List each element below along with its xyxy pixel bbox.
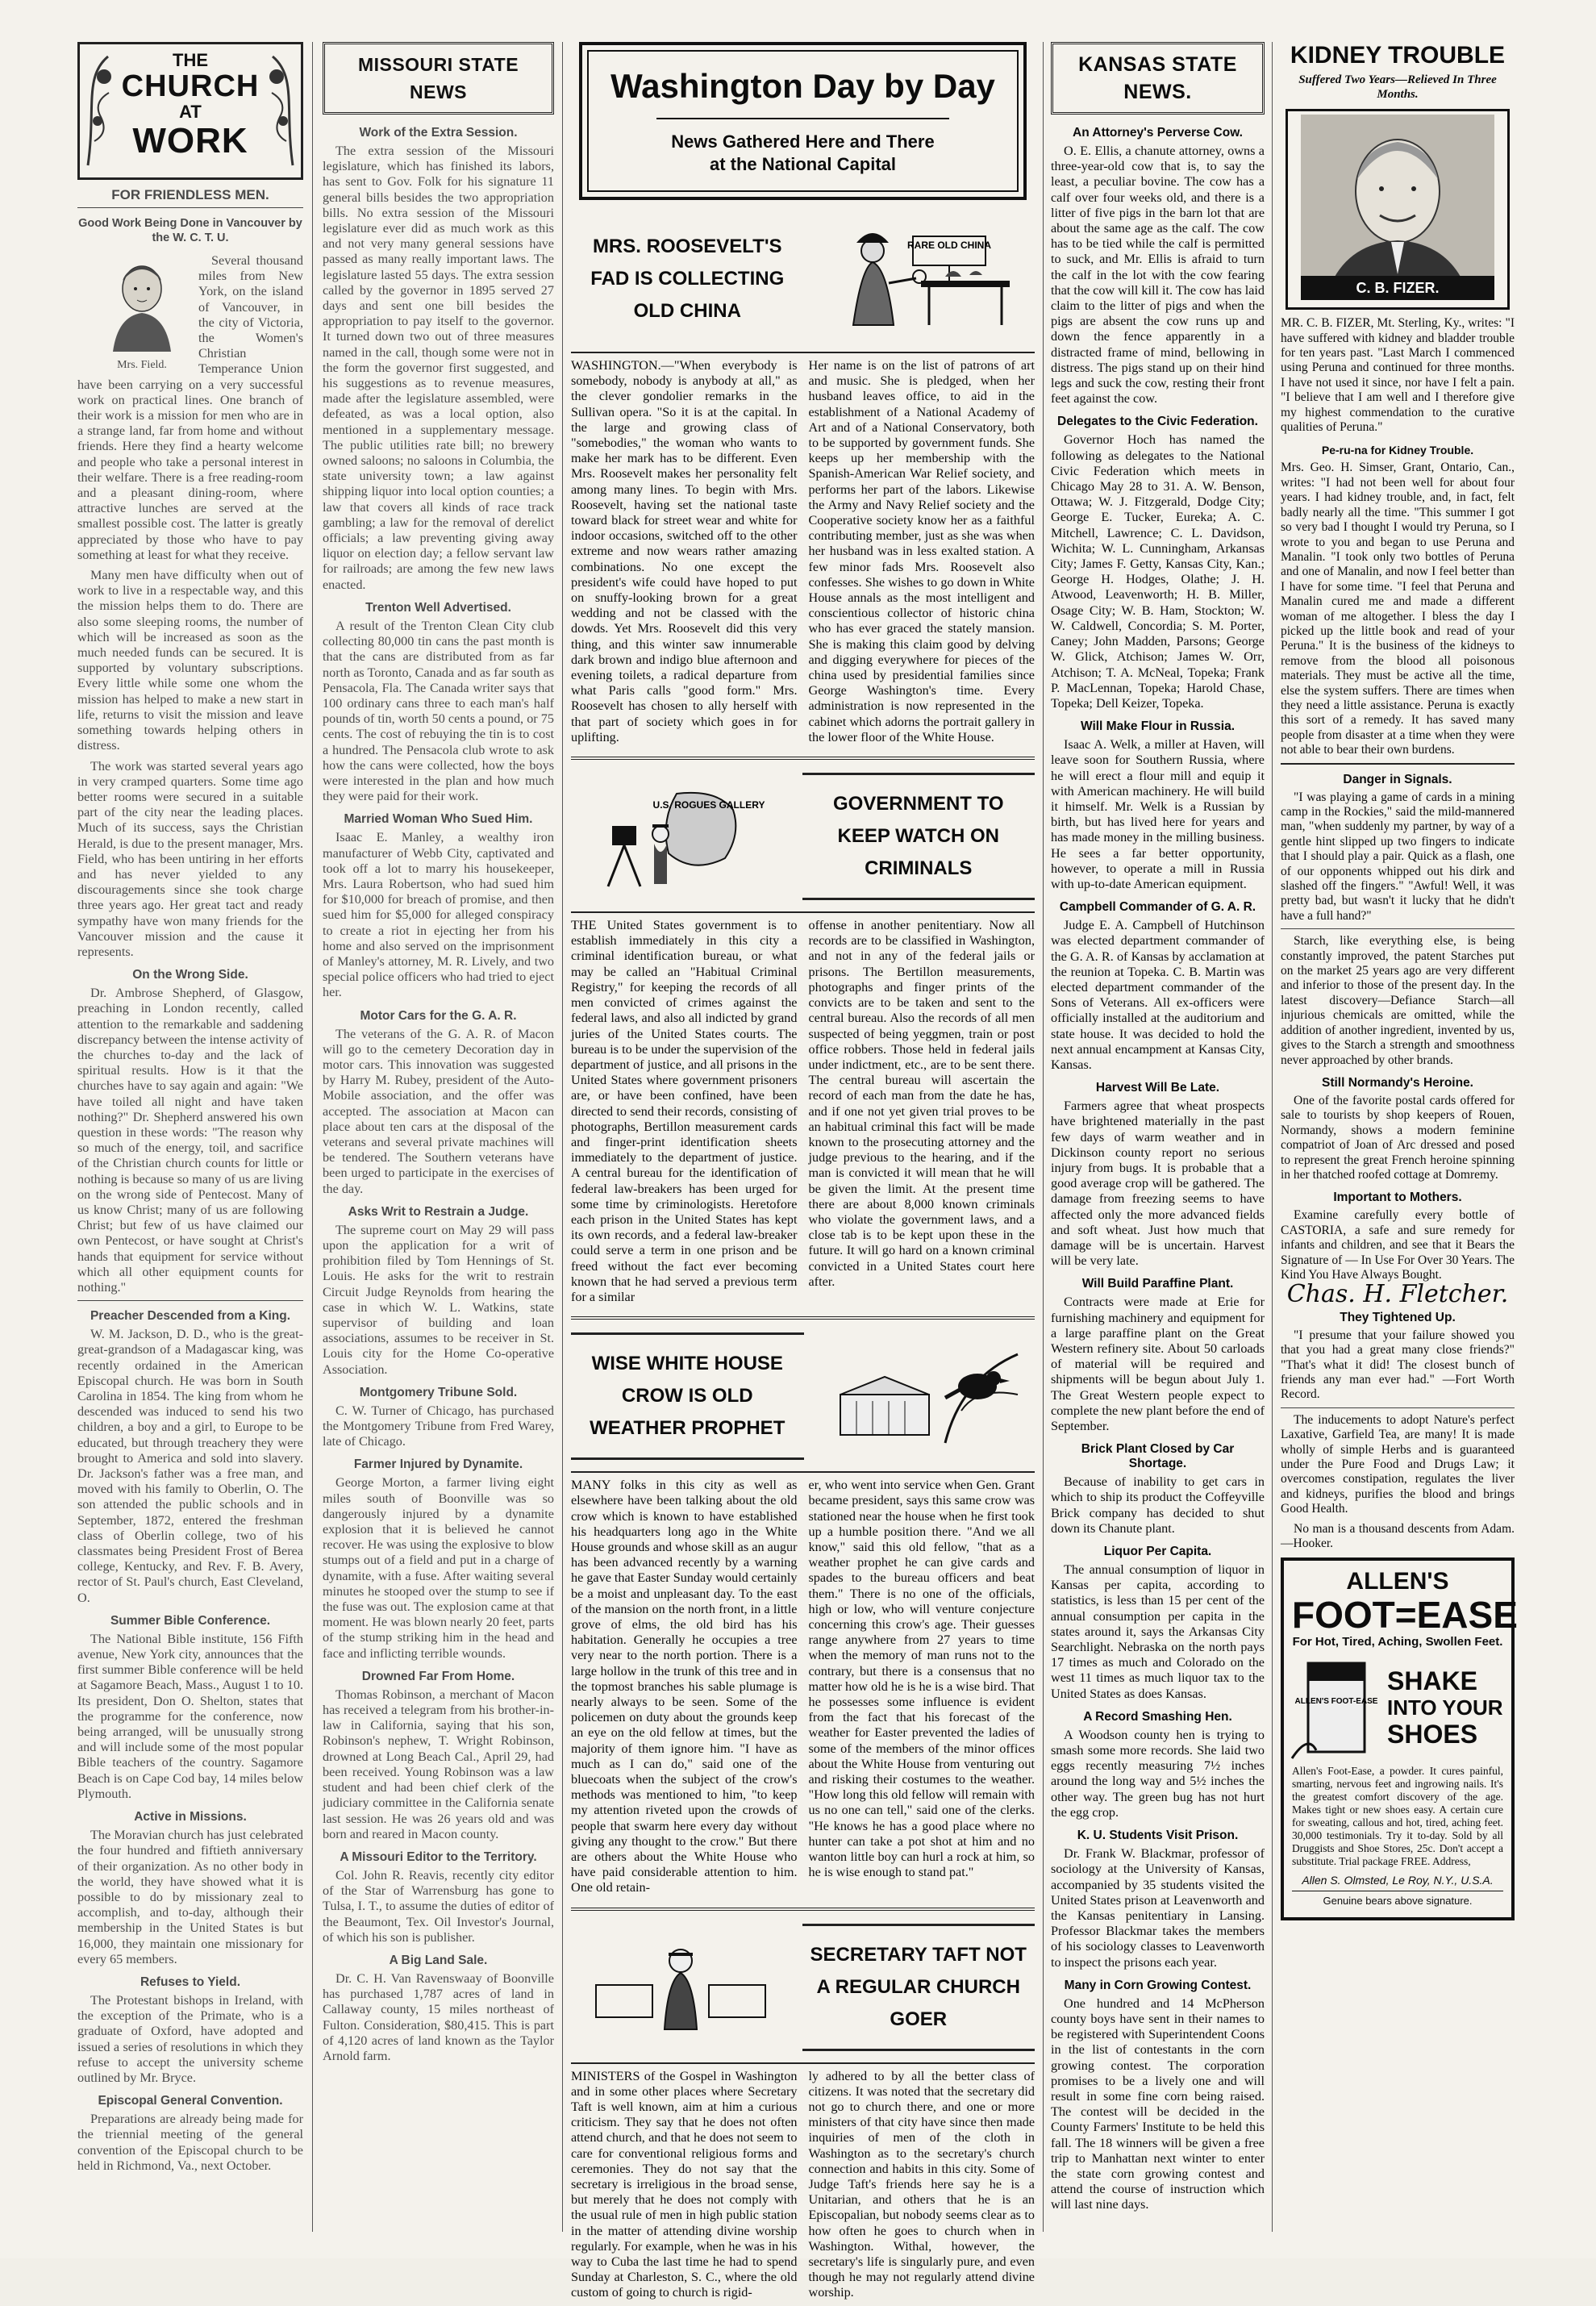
ad-title: FOOT=EASE bbox=[1292, 1594, 1518, 1637]
article-paragraph: MANY folks in this city as well as elsewhere have been talking about the old crow which is known to have established his headquarters long ago in the White House grounds and whose skill as an augur has been advanced recently by a warning he gave that Easter Sunday would certainly be a moist and unpleasant day. To the east of the mansion on the north front, in a little grove of elms, the old bird has his habitation. Generally he occupies a tree very near to the north portion. There is a large hollow in the trunk of this tree and in the topmost branches his sable plumage is nearly always to be seen. Some of the policemen on duty about the grounds keep an eye on the old fellow at times, but the majority of them ignore him. "I have as much as I can do," said one of the bluecoats when the subject of the crow's methods was mentioned to him, "to keep my attention riveted upon the crowds of people that swarm here every day without giving any thought to the crow." But there are others about the White House who have paid considerable attention to him. One old retain- bbox=[571, 1478, 798, 1895]
article-vancouver bbox=[77, 253, 303, 563]
article-paragraph: Many men have difficulty when out of work to live in a respectable way, and this the mission helps them to do. There are also some sleeping rooms, the number of which will be increased as soon as the much needed funds can be secured. It is supported by voluntary subscriptions. Every little while some one whom the mission has helped to make a new start in life, returns to visit the mission and leave something towards helping others in distress. bbox=[77, 568, 303, 753]
column-header: KANSAS STATE NEWS. bbox=[1051, 42, 1265, 115]
headline: SECRETARY TAFT NOT A REGULAR CHURCH GOER bbox=[802, 1924, 1036, 2051]
section-head: Many in Corn Growing Contest. bbox=[1064, 1978, 1252, 1992]
article-paragraph: "I presume that your failure showed you that you had a great many close friends?" "That's what it did! The closest bunch of friends any man ever had." —Fort Worth Record. bbox=[1281, 1328, 1515, 1402]
article-paragraph: The annual consumption of liquor in Kansas per capita, according to statistics, is less than 15 per cent of the annual consumption per capita in the states around it, says the Arkansas City Searchlight. Nebraska on the north pays 17 times as much and Colorado on the west 11 times as much liquor tax to the United States as does Kansas. bbox=[1051, 1562, 1265, 1701]
story-taft bbox=[571, 1917, 1035, 2306]
ad-headline: KIDNEY TROUBLE bbox=[1290, 42, 1506, 69]
section-head: Drowned Far From Home. bbox=[361, 1669, 515, 1683]
section-head: Will Make Flour in Russia. bbox=[1080, 719, 1236, 734]
deck: Good Work Being Done in Vancouver by the W. C. T. U. bbox=[78, 217, 302, 244]
ad-text: Mrs. Geo. H. Simser, Grant, Ontario, Can., writes: "I had not been well for about four years. I had kidney trouble, and, in fact, felt badly nearly all the time. "This summer I got so very bad I thought I would try Peruna, so I wrote to you and began to use Peruna and Manalin. "I took only two bottles of Peruna and one of Manalin, and now I feel better than I have for some time. "I feel that Peruna and Manalin cured me and made a different woman of me altogether. I bless the day I picked up the little book and read of your Peruna." It is the business of the kidneys to remove from the blood all poisonous materials. They must be active all the time, else the system suffers. There are times when they need a little assistance. Peruna is exactly this sort of a remedy. It has saved many people from disaster at a time when they were not able to bear their own burdens. bbox=[1281, 461, 1515, 757]
article-paragraph: er, who went into service when Gen. Grant became president, says this same crow was stationed near the house when he first took up a humble position there. "And we all know," said this old fellow, "that as a weather prophet he can give cards and spades to the bureau officers and beat them." There is no one of the officials, high or low, who will venture conjecture concerning this crow's age. Their guesses range anywhere from 27 years to time when the memory of man runs not to the contrary, but there is a consensus that no matter how old he is he is a wise bird. That he possesses some influence is evident from the fact that his forecast of the weather for Easter prevented the ladies of some of the members of the minor offices about the White House from venturing out and risking their costumes to the weather. "How long this old fellow will remain with us no one can tell," said one of the clerks. "He knows he has a good place where no hunter can take a pot shot at him and no wanton little boy can hurl a rock at him, so he is wise enough to stand pat." bbox=[808, 1478, 1035, 1880]
article-paragraph: One of the favorite postal cards offered for sale to tourists by shop keepers of Rouen, Normandy, shows a modern feminine compatriot of Joan of Arc dressed and posed to represent the great French heroine spinning in her thatched roofed cottage at Domremy. bbox=[1281, 1093, 1515, 1182]
story-crow bbox=[571, 1326, 1035, 1900]
ad-slogan: SHOES bbox=[1387, 1719, 1478, 1749]
section-head: Farmer Injured by Dynamite. bbox=[353, 1457, 523, 1472]
section-head: Motor Cars for the G. A. R. bbox=[360, 1008, 517, 1023]
ad-address: Allen S. Olmsted, Le Roy, N.Y., U.S.A. bbox=[1302, 1873, 1494, 1887]
header-word: CHURCH bbox=[121, 69, 260, 103]
article-paragraph: The veterans of the G. A. R. of Macon will go to the cemetery Decoration day in motor cars. This innovation was suggested by Harry M. Rubey, president of the Auto-Mobile association, and the offer was accepted. The association at Macon can place about ten cars at the disposal of the veterans and several private machines will be tendered. The Southern veterans have been urged to participate in the exercises of the day. bbox=[323, 1026, 554, 1196]
ad-body: Allen's Foot-Ease, a powder. It cures painful, smarting, nervous feet and ingrowing nails. It's the greatest comfort discovery of the age. Makes tight or new shoes easy. A certain cure for sweating, callous and hot, tired, aching feet. 30,000 testimonials. Try it to-day. Sold by all Druggists and Shoe Stores, 25c. Don't accept a substitute. Trial package FREE. Address, bbox=[1292, 1764, 1503, 1867]
section-head: Active in Missions. bbox=[134, 1810, 247, 1824]
headline: GOVERNMENT TO KEEP WATCH ON CRIMINALS bbox=[802, 773, 1036, 900]
article-paragraph: W. M. Jackson, D. D., who is the great-great-grandson of a Madagascar king, was recently ordained in the American Episcopal church. He was born in South Carolina in 1854. The king from whom he descended was induced to send his two children, a boy and a girl, to Europe to be educated, but through treachery they were brought to America and sold into slavery. Dr. Jackson's father was a free man, and moved with his family to Oberlin, O. The son attended the public schools and in September, 1872, entered the freshman class of Oberlin college, two of his classmates being President Frost of Berea college, Kentucky, and Rev. F. B. Avery, rector of St. Paul's church, East Cleveland, O. bbox=[77, 1327, 303, 1605]
section-head: Will Build Paraffine Plant. bbox=[1081, 1277, 1234, 1291]
subheader: FOR FRIENDLESS MEN. bbox=[111, 187, 269, 202]
ad-subhead: Suffered Two Years—Relieved In Three Months. bbox=[1298, 73, 1497, 102]
section-head: A Missouri Editor to the Territory. bbox=[340, 1849, 537, 1864]
masthead-subtitle: at the National Capital bbox=[709, 154, 897, 174]
article-paragraph: Her name is on the list of patrons of art and music. She is pledged, when her husband leaves office, to aid in the establishment of a National Academy of Art and of a National Conservatory, both to be supported by government funds. She keeps up her membership with the Spanish-American War Relief society, and performs her part of the labors. Likewise the Army and Navy Relief society and the Cooperative society know her as a faithful contributing member, just as she was when her husband was in less exalted station. A few minor fads Mrs. Roosevelt also confesses. She wishes to go down in White House annals as the most intelligent and conscientious collector of historic china who has ever graced the stately mansion. She is making this claim good by delving and digging everywhere for pieces of the china used by presidential families since George Washington's time. Every administration is now represented in the cabinet which adorns the portrait gallery in the lower floor of the White House. bbox=[808, 358, 1035, 744]
sign-text: U.S. ROGUES GALLERY bbox=[652, 799, 765, 811]
masthead-title: Washington Day by Day bbox=[610, 67, 995, 105]
church-pews-illustration-icon bbox=[580, 1937, 781, 2033]
signature-text: Chas. H. Fletcher. bbox=[1286, 1280, 1509, 1309]
section-head: Still Normandy's Heroine. bbox=[1321, 1075, 1473, 1090]
article-paragraph: The National Bible institute, 156 Fifth avenue, New York city, announces that the first summer Bible conference will be held at Sagamore Beach, Mass., August 1 to 10. Its president, Don O. Shelton, states that the programme for the conference, now being arranged, will be unusually strong and will include some of the most popular Bible teachers of the country. Sagamore Beach is on Cape Cod bay, 14 miles below Plymouth. bbox=[77, 1631, 303, 1801]
section-head: Liquor Per Capita. bbox=[1103, 1545, 1212, 1559]
china-collector-illustration-icon bbox=[824, 220, 1026, 333]
article-paragraph: O. E. Ellis, a chanute attorney, owns a three-year-old cow that is, to say the least, a peculiar bovine. The cow has a calf over four weeks old, and there is a litter of five pigs in the barn lot that are about the same age as the calf. The cow has to be tied while the calf is permitted to suck, and Mr. Ellis is afraid to turn the calf in the lot with the cow fearing that the cow will kill it. The cow has laid claim to the litter of pigs and when the pigs are absent the cow runs up and down the fence apparently in a distracted frame of mind, bellowing in distress. The pigs stand up on their hind legs and suck the cow, resting their front feet against the cow. bbox=[1051, 144, 1265, 407]
portrait-woman-icon bbox=[102, 256, 182, 353]
ad-title: ALLEN'S bbox=[1346, 1568, 1449, 1595]
section-head: Danger in Signals. bbox=[1343, 772, 1452, 786]
section-head: K. U. Students Visit Prison. bbox=[1077, 1829, 1239, 1843]
article-paragraph: MINISTERS of the Gospel in Washington and in some other places where Secretary Taft is well known, aim at him a curious criticism. They say that he does not often attend church, and that he does not seem to care for conventional religious forms and ceremonies. They do not say that the secretary is irreligious in the broad sense, but merely that he does not comply with the usual rule of men in high public station in the matter of attending divine worship regularly. For example, when he was in his way to Cuba the last time he had to spend Sunday at Charleston, S. C., where the old custom of going to church is rigid- bbox=[571, 2068, 798, 2300]
article-paragraph: Thomas Robinson, a merchant of Macon has received a telegram from his brother-in-law in California, saying that his son, Robinson's nephew, T. Wright Robinson, drowned at Long Beach Cal., April 29, had been received. Young Robinson was a law student and had been chief clerk of the judiciary committee in the California senate last session. He was 26 years old and was born and reared in Macon county. bbox=[323, 1687, 554, 1841]
ad-slogan: INTO YOUR bbox=[1387, 1695, 1503, 1720]
section-head: Refuses to Yield. bbox=[140, 1974, 241, 1989]
header-word: AT bbox=[179, 102, 202, 122]
article-paragraph: The Protestant bishops in Ireland, with the exception of the Primate, who is a graduate of Oxford, have adopted and issued a series of resolutions in which they refuse to accept the university scheme outlined by Mr. Bryce. bbox=[77, 1992, 303, 2085]
article-paragraph: Starch, like everything else, is being constantly improved, the patent Starches put on the market 25 years ago are very different and inferior to those of the present day. In the latest discovery—Defiance Starch—all injurious chemicals are omitted, while the addition of another ingredient, invented by us, gives to the Starch a strength and smoothness never approached by other brands. bbox=[1281, 934, 1515, 1067]
article-paragraph: Dr. Ambrose Shepherd, of Glasgow, preaching in London recently, called attention to the remarkable and saddening discrepancy between the intense activity of the churches to-day and the lack of spiritual results. How is it that the churches have to say again and again: "We have toiled all night and have taken nothing?" Dr. Shepherd answered his own question in these words: "The reason why so much of the energy, toil, and sacrifice of the Christian church counts for little or nothing is because so many of us are living on the wrong side of Pentecost. Many of us know Christ; many of us are following Christ; but few of us have claimed our own Pentecost, or have sought at Christ's hands that equipment for service without which all other equipment counts for nothing." bbox=[77, 986, 303, 1295]
section-head: A Big Land Sale. bbox=[389, 1953, 488, 1967]
article-paragraph: One hundred and 14 McPherson county boys have sent in their names to be registered with Superintendent Coons in the list of contestants in the corn growing contest. The corporation promises to be a lively one and will result in some fine corn being raised. The contest will be decided in the County Farmers' Institute to be held this fall. The 18 winners will be given a free trip to Manhattan next winter to enter the state corn growing contest and attend the course of instruction which will last nine days. bbox=[1051, 1995, 1265, 2212]
section-head: Asks Writ to Restrain a Judge. bbox=[348, 1204, 529, 1219]
portrait-caption: Mrs. Field. bbox=[117, 359, 167, 372]
article-paragraph: The work was started several years ago in very cramped quarters. Some time ago better rooms were secured in a suitable part of the city near the leading places. Much of its success, says the Christian Herald, is due to the present manager, Mrs. Field, who has been untiring in her efforts and has never yielded to any discouragements since she took charge three years ago. Her great tact and ready sympathy have won many friends for the Vancouver mission and the cause it represents. bbox=[77, 758, 303, 959]
section-head: Preacher Descended from a King. bbox=[90, 1309, 291, 1324]
column-rule bbox=[1272, 42, 1273, 2232]
ad-text: MR. C. B. FIZER, Mt. Sterling, Ky., writes: "I have suffered with kidney and bladder trouble for ten years past. "Last March I commenced using Peruna and continued for three months. I have not used it since, nor have I felt a pain. "I believe that I am well and I therefore give my highest commendation to the curative qualities of Peruna." bbox=[1281, 316, 1515, 435]
section-head: Montgomery Tribune Sold. bbox=[359, 1385, 518, 1399]
section-head: A Record Smashing Hen. bbox=[1083, 1709, 1232, 1724]
story-china bbox=[571, 211, 1035, 750]
box-label: ALLEN'S FOOT-EASE bbox=[1294, 1696, 1378, 1706]
crow-whitehouse-illustration-icon bbox=[824, 1338, 1026, 1451]
article-paragraph: The Moravian church has just celebrated the four hundred and fiftieth anniversary of their organization. As no other body in the world, they have showed what it is possible to do by missionary zeal to accomplish, and to-day, although their membership in the United States is but 16,000, they maintain one missionary for every 65 members. bbox=[77, 1828, 303, 1966]
article-paragraph: Col. John R. Reavis, recently city editor of the Star of Warrensburg has gone to Tulsa, I. T., to assume the duties of editor of the Beaumont, Tex. Oil Investor's Journal, of which his son is publisher. bbox=[323, 1867, 554, 1945]
article-paragraph: Judge E. A. Campbell of Hutchinson was elected department commander of the G. A. R. of Kansas by acclamation at the reunion at Topeka. C. B. Martin was elected department commander of the Sons of Veterans. All ex-officers were officially installed at the auditorium and state house. It was decided to hold the next annual encampment at Kansas City, Kansas. bbox=[1051, 918, 1265, 1072]
article-paragraph: WASHINGTON.—"When everybody is somebody, nobody is anybody at all," as the clever gondolier remarks in the Sullivan opera. "So it is at the capital. In the large and growing class of "somebodies," the woman who wants to make her mark has to be different. Even Mrs. Roosevelt makes her personality felt among many lines. To begin with Mrs. Roosevelt, having set the national taste toward black for street wear and white for indoor occasions, switched off to the other extreme and now wears rather amazing combinations. No one except the president's wife could have hoped to put on snuffy-looking brown for a great wedding and not be classed with the dowds. Yet Mrs. Roosevelt did this very thing, and this winter saw innumerable dark brown and indigo blue afternoon and evening toilets, a radical departure from what Paris calls "good form." Mrs. Roosevelt has chosen to ally herself with that part of society which goes in for uplifting. bbox=[571, 358, 798, 744]
powder-box-icon bbox=[1292, 1655, 1381, 1760]
section-head: Episcopal General Convention. bbox=[98, 2094, 283, 2108]
article-paragraph: A result of the Trenton Clean City club collecting 80,000 tin cans the past month is that the cans are distributed from as far north as Toronto, Canada and as far south as Pensacola, Fla. The Canada writer says that 100 ordinary cans three to each man's half pounds of tin, worth 50 cents a pound, or 75 cents. The cost of rebuying the tin is to cost a hundred. The Pensacola club wrote to ask how the cans were collected, how the boys were interested in the plan and how much they were paid for their work. bbox=[323, 618, 554, 804]
article-paragraph: Isaac E. Manley, a wealthy iron manufacturer of Webb City, captivated and took off a lot to marry his housekeeper, Mrs. Laura Robertson, who had sued him for $10,000 for breach of promise, and then sued him for $5,000 for alleged conspiracy to create a riot in ejecting her from his home and also served on the imprisonment of Manley's attorney, M. R. Lively, and two special police officers who had tried to eject her. bbox=[323, 830, 554, 1000]
article-paragraph: offense in another penitentiary. Now all records are to be classified in Washington, and not in any of the federal jails or prisons. The Bertillon measurements, photographs and finger prints of the convicts are to be taken and sent to the central bureau. Also the records of all men suspected of being yeggmen, train or post office robbers. Those held in federal jails under indictment, etc., are to be sent there. The central bureau will ascertain the record of each man from the date he has, and if one not yet given trial proves to be an habitual criminal this fact will be made known to the prosecuting attorney and the judge previous to the hearing, and if the man is convicted it will mean that he will be given the limit. At the present time there are about 8,000 known criminals who violate the government laws, and a close tab is to be kept upon these in the future. It will go hard on a known criminal convicted in a United States court here after. bbox=[808, 918, 1035, 1289]
article-paragraph: No man is a thousand descents from Adam.—Hooker. bbox=[1281, 1521, 1515, 1551]
church-header bbox=[77, 42, 303, 180]
article-paragraph: Preparations are already being made for the triennial meeting of the general convention of the Episcopal church to be held in Richmond, Va., next October. bbox=[77, 2112, 303, 2173]
section-head: On the Wrong Side. bbox=[132, 968, 248, 982]
article-paragraph: The supreme court on May 29 will pass upon the application for a writ of prohibition filed by Tom Hennings of St. Louis. He asks for the writ to restrain Circuit Judge Reynolds from hearing the case in which W. L. Watkins, state supervisor of building and loan associations, assumes to be receiver in St. Louis city for the Home Co-operative Association. bbox=[323, 1222, 554, 1377]
article-paragraph: Farmers agree that wheat prospects have brightened materially in the past few days of warm weather and in Dickinson county report no serious injury from bugs. It is probable that a good average crop will be gathered. The damage from freezing seems to have affected only the more advanced fields and soft wheat. Just how much that damage will be is uncertain. Harvest will be very late. bbox=[1051, 1099, 1265, 1269]
story-criminals bbox=[571, 766, 1035, 1310]
ad-portrait bbox=[1286, 109, 1510, 310]
column-rule bbox=[1043, 42, 1044, 2232]
column-advertisements bbox=[1281, 42, 1518, 2232]
article-paragraph: THE United States government is to establish immediately in this city a criminal identification bureau, or what may be called an "Habitual Criminal Registry," for keeping the records of all men convicted of crimes against the federal laws, and also all indicted by grand juries of the United States courts. The bureau is to be under the supervision of the department of justice, and all prisons in the United States where government prisoners are, or have been confined, have been directed to send their records, consisting of photographs, Bertillon measurement cards and finger-print identification sheets immediately to the department of justice. A central bureau for the identification of federal law-breakers has been urged for some time by criminologists. Heretofore each prison in the United States has kept its own records, and a federal law-breaker could serve a term in one prison and be freed without the fact ever becoming known that he had served a previous term for a similar bbox=[571, 918, 798, 1304]
article-paragraph: A Woodson county hen is trying to smash some more records. She laid two eggs recently measuring 7½ inches around the long way and 5½ inches the other way. The green bug has not hurt the egg crop. bbox=[1051, 1727, 1265, 1820]
article-paragraph: Dr. Frank W. Blackmar, professor of sociology at the University of Kansas, accompanied by 35 students visited the United States prison at Leavenworth and the Kansas penitentiary in Lansing. Professor Blackmar takes the members of his sociology classes to Leavenworth to inspect the prisons each year. bbox=[1051, 1846, 1265, 1970]
article-paragraph: Examine carefully every bottle of CASTORIA, a safe and sure remedy for infants and children, and see that it Bears the Signature of — In Use For Over 30 Years. The Kind You Have Always Bought. bbox=[1281, 1208, 1515, 1282]
column-missouri-news bbox=[323, 42, 554, 2232]
rogues-gallery-illustration-icon bbox=[580, 778, 781, 890]
article-paragraph: George Morton, a farmer living eight miles south of Boonville was so dangerously injured by a dynamite explosion that it is believed he cannot recover. He was using the explosive to blow stumps out of a field and put in a charge of dynamite, with a fuse. After waiting several minutes he stooped over the stump to see if the fuse was out. The explosion came at that moment. He was blown nearly 20 feet, parts of the stump striking him in the head and face and inflicting terrible wounds. bbox=[323, 1475, 554, 1661]
ad-slogan: SHAKE bbox=[1387, 1666, 1478, 1695]
column-rule bbox=[312, 42, 313, 2232]
masthead-subtitle: News Gathered Here and There bbox=[671, 131, 935, 152]
portrait-man-icon bbox=[1301, 115, 1494, 300]
fletcher-signature bbox=[1281, 1280, 1515, 1309]
column-kansas-news bbox=[1051, 42, 1265, 2232]
column-church-at-work bbox=[77, 42, 303, 2232]
foot-ease-ad bbox=[1281, 1557, 1518, 1920]
headline: MRS. ROOSEVELT'S FAD IS COLLECTING OLD CHINA bbox=[590, 236, 785, 322]
article-paragraph: The inducements to adopt Nature's perfect Laxative, Garfield Tea, are many! It is made wholly of simple Herbs and is guaranteed under the Pure Food and Drugs Law; it overcomes constipation, regulates the liver and kidneys, purifies the blood and brings Good Health. bbox=[1281, 1412, 1515, 1516]
section-head: Summer Bible Conference. bbox=[110, 1613, 271, 1628]
article-paragraph: ly adhered to by all the better class of citizens. It was noted that the secretary did not go to church there, and one or more ministers of that city have since then made inquiries of men of the cloth in Washington as to the secretary's church connection and habits in this city. Some of Judge Taft's friends here say he is a Unitarian, and others that he is an Episcopalian, but nobody seems clear as to how often he goes to church when in Washington. Withal, however, the secretary's life is singularly pure, and even though he may not regularly attend divine worship. bbox=[808, 2068, 1035, 2300]
column-rule bbox=[562, 42, 563, 2232]
section-head: Trenton Well Advertised. bbox=[365, 600, 511, 615]
section-head: Married Woman Who Sued Him. bbox=[344, 812, 533, 827]
column-washington bbox=[571, 42, 1035, 2300]
ad-subhead: Pe-ru-na for Kidney Trouble. bbox=[1321, 444, 1474, 457]
portrait bbox=[94, 256, 190, 373]
washington-masthead bbox=[579, 42, 1027, 200]
header-word: THE bbox=[173, 50, 208, 70]
section-head: Brick Plant Closed by Car Shortage. bbox=[1081, 1442, 1235, 1471]
section-head: They Tightened Up. bbox=[1340, 1310, 1456, 1324]
section-head: An Attorney's Perverse Cow. bbox=[1073, 126, 1243, 140]
section-head: Work of the Extra Session. bbox=[359, 126, 518, 140]
section-head: Delegates to the Civic Federation. bbox=[1057, 415, 1258, 429]
column-header: MISSOURI STATE NEWS bbox=[323, 42, 554, 115]
headline: WISE WHITE HOUSE CROW IS OLD WEATHER PROPHET bbox=[571, 1332, 804, 1460]
section-head: Harvest Will Be Late. bbox=[1095, 1081, 1220, 1095]
portrait-caption: C. B. FIZER. bbox=[1356, 279, 1440, 296]
article-paragraph: Isaac A. Welk, a miller at Haven, will leave soon for Southern Russia, where he will erect a flour mill and equip it with American machinery. He will build it himself. Mr. Welk is a Russian by birth, but has lived here for years and has made money in the milling business. He sees a far better opportunity, however, to operate a mill in Russia with up-to-date American equipment. bbox=[1051, 737, 1265, 891]
article-paragraph: Dr. C. H. Van Ravenswaay of Boonville has purchased 1,787 acres of land in Callaway county, 15 miles northeast of Fulton. Consideration, $80,415. This is part of 4,120 acres of land known as the Taylor Arnold farm. bbox=[323, 1970, 554, 2063]
article-paragraph: Contracts were made at Erie for furnishing machinery and equipment for a large paraffine plant on the Great Western refinery site. About 50 carloads of material will be required and shipments will be begun about July 1. The Great Western people expect to complete the new plant before the end of September. bbox=[1051, 1295, 1265, 1434]
article-paragraph: C. W. Turner of Chicago, has purchased the Montgomery Tribune from Fred Warey, late of Chicago. bbox=[323, 1403, 554, 1449]
article-paragraph: "I was playing a game of cards in a mining camp in the Rockies," said the mild-mannered man, "when suddenly my partner, by way of a gentle hint slipped up two fingers to indicate that I should play a pair. Quick as a flash, one of our opponents whipped out his dirk and slashed off the fingers." "Awful! Well, it was pretty bad, but wasn't it lucky that he didn't have a full hand?" bbox=[1281, 790, 1515, 923]
section-head: Important to Mothers. bbox=[1333, 1191, 1462, 1205]
article-paragraph: Several thousand miles from New York, on the island of Vancouver, in the city of Victoria, the Women's Christian Temperance Union have been carrying on a very successful work on practical lines. One branch of their work is a mission for men who are in a strange land, far from home and without friends. Here they find a hearty welcome and people who take a personal interest in their welfare. There is a free reading-room and a pleasant dining-room, where attractive lunches are served at the smallest possible cost. The latter is greatly appreciated by those who have to pay something at least for what they receive. bbox=[77, 253, 303, 562]
ad-footer: Genuine bears above signature. bbox=[1292, 1891, 1503, 1908]
ad-tagline: For Hot, Tired, Aching, Swollen Feet. bbox=[1292, 1635, 1503, 1649]
header-word: WORK bbox=[132, 121, 248, 161]
article-paragraph: Because of inability to get cars in which to ship its product the Coffeyville Brick company has decided to shut down its Chanute plant. bbox=[1051, 1474, 1265, 1536]
article-paragraph: The extra session of the Missouri legislature, which has finished its labors, has sent to Gov. Folk for his signature 11 general bills besides the two appropriation bills. No extra session of the Missouri legislature ever did as much work as this and not very many general sessions have passed as many really important laws. The legislature lasted 55 days. The extra session called by the governor in 1895 served 27 days and sent one bill besides the appropriation to pay itself to the governor. It turned down two out of three measures named in the call, though some were not in the form the governor first suggested, and his suggestions as to revenue measures, made after the legislature assembled, were defeated, as was a local option, also mentioned in a supplementary message. The public utilities rate bill; no brewery owned saloons; no saloons in Columbia, the state university town; a law against shipping liquor into local option counties; a law that covers all kinds of race track gambling; a law for the removal of derelict officials; a law preventing giving away liquor on election day; a fellow servant law for railroads; are among the few new laws enacted. bbox=[323, 144, 554, 592]
section-head: Campbell Commander of G. A. R. bbox=[1059, 900, 1256, 915]
sign-text: RARE OLD CHINA bbox=[906, 240, 991, 252]
article-paragraph: Governor Hoch has named the following as delegates to the National Civic Federation which meets in Chicago May 28 to 31. A. W. Benson, Ottawa; W. J. Fitzgerald, Dodge City; George E. Tucker, Eureka; A. C. Mitchell, Lawrence; C. L. Davidson, Wichita; W. L. Cunningham, Arkansas City; James F. Getty, Kansas City, Kan.; George H. Hodges, Olathe; J. H. Atwood, Leavenworth; H. B. Miller, Osage City; W. B. Ham, Stockton; W. W. Caldwell, Concordia; S. M. Porter, Caney; John Madden, Parsons; George W. Glick, Atchison; James W. Orr, Atchison; T. A. McNeal, Topeka; Frank P. MacLennan, Topeka; Harold Chase, Topeka; Dell Keizer, Topeka. bbox=[1051, 432, 1265, 711]
